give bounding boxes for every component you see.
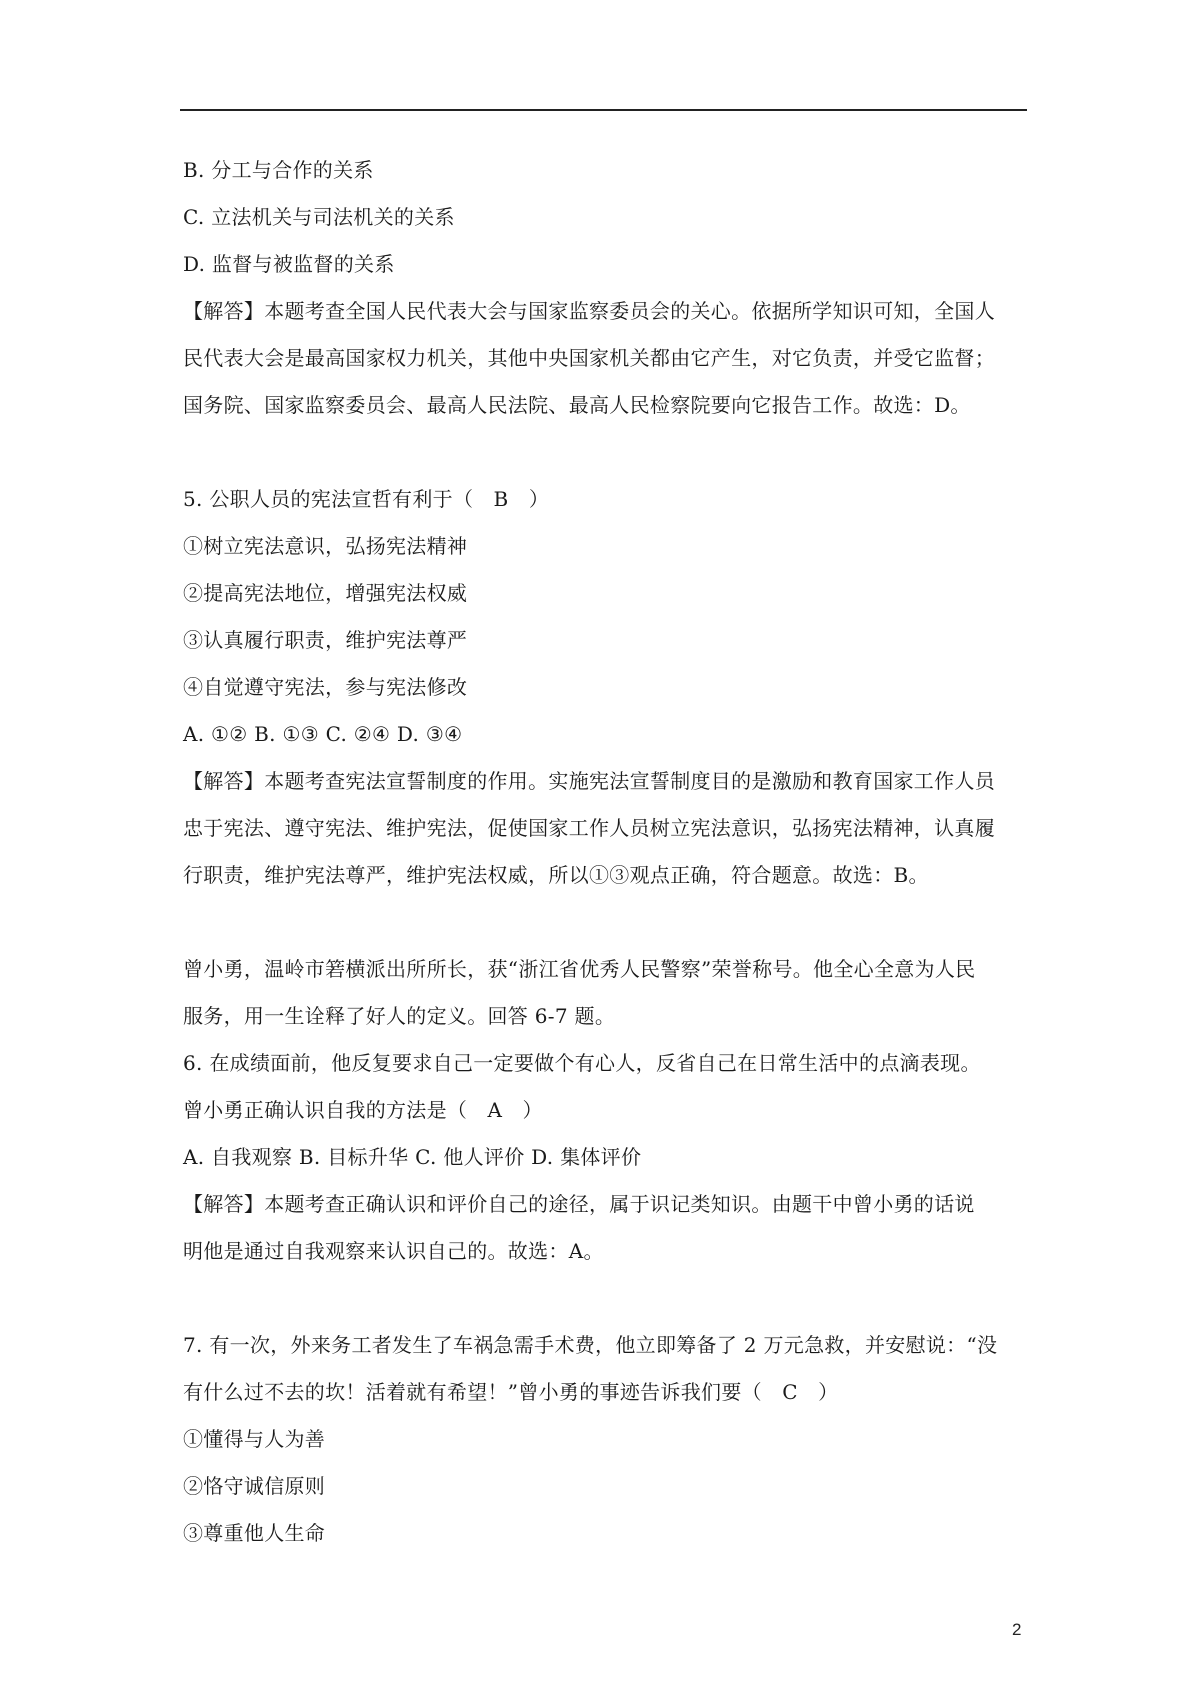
q6-stem-line-2: 曾小勇正确认识自我的方法是（ A ） [183, 1098, 543, 1122]
section-spacer [183, 899, 1033, 946]
q6-answer-line-2: 明他是通过自我观察来认识自己的。故选：A。 [183, 1239, 604, 1263]
q4-answer-line-3: 国务院、国家监察委员会、最高人民法院、最高人民检察院要向它报告工作。故选：D。 [183, 393, 971, 417]
section-spacer [183, 1275, 1033, 1322]
q4-option-b: B. 分工与合作的关系 [183, 158, 374, 182]
q5-answer-line-3: 行职责，维护宪法尊严，维护宪法权威，所以①③观点正确，符合题意。故选：B。 [183, 863, 929, 887]
q4-option-c: C. 立法机关与司法机关的关系 [183, 205, 455, 229]
q7-stem-line-1: 7. 有一次，外来务工者发生了车祸急需手术费，他立即筹备了 2 万元急救，并安慰说：“没 [183, 1333, 998, 1357]
q5-item-2: ②提高宪法地位，增强宪法权威 [183, 581, 468, 605]
q6-stem-line-1: 6. 在成绩面前，他反复要求自己一定要做个有心人，反省自己在日常生活中的点滴表现。 [183, 1051, 981, 1075]
q7-item-1: ①懂得与人为善 [183, 1427, 326, 1451]
header-rule [180, 109, 1027, 111]
q6-answer-line-1: 【解答】本题考查正确认识和评价自己的途径，属于识记类知识。由题干中曾小勇的话说 [183, 1192, 975, 1216]
q5-item-3: ③认真履行职责，维护宪法尊严 [183, 628, 468, 652]
q7-stem-line-2: 有什么过不去的坎！活着就有希望！”曾小勇的事迹告诉我们要（ C ） [183, 1380, 839, 1404]
q6-options: A. 自我观察 B. 目标升华 C. 他人评价 D. 集体评价 [183, 1145, 642, 1169]
section-spacer [183, 429, 1033, 476]
material-line-2: 服务，用一生诠释了好人的定义。回答 6-7 题。 [183, 1004, 616, 1028]
q5-item-1: ①树立宪法意识，弘扬宪法精神 [183, 534, 468, 558]
q4-answer-line-2: 民代表大会是最高国家权力机关，其他中央国家机关都由它产生，对它负责，并受它监督； [183, 346, 995, 370]
q5-options: A. ①② B. ①③ C. ②④ D. ③④ [183, 722, 463, 746]
q7-item-3: ③尊重他人生命 [183, 1521, 326, 1545]
material-line-1: 曾小勇，温岭市箬横派出所所长，获“浙江省优秀人民警察”荣誉称号。他全心全意为人民 [183, 957, 976, 981]
q4-answer-line-1: 【解答】本题考查全国人民代表大会与国家监察委员会的关心。依据所学知识可知，全国人 [183, 299, 995, 323]
page-number: 2 [1012, 1620, 1022, 1639]
q5-answer-line-1: 【解答】本题考查宪法宣誓制度的作用。实施宪法宣誓制度目的是激励和教育国家工作人员 [183, 769, 995, 793]
document-body [183, 147, 1033, 1557]
q4-option-d: D. 监督与被监督的关系 [183, 252, 395, 276]
q5-item-4: ④自觉遵守宪法，参与宪法修改 [183, 675, 468, 699]
q5-answer-line-2: 忠于宪法、遵守宪法、维护宪法，促使国家工作人员树立宪法意识，弘扬宪法精神，认真履 [183, 816, 995, 840]
q5-stem: 5. 公职人员的宪法宣哲有利于（ B ） [183, 487, 550, 511]
q7-item-2: ②恪守诚信原则 [183, 1474, 326, 1498]
